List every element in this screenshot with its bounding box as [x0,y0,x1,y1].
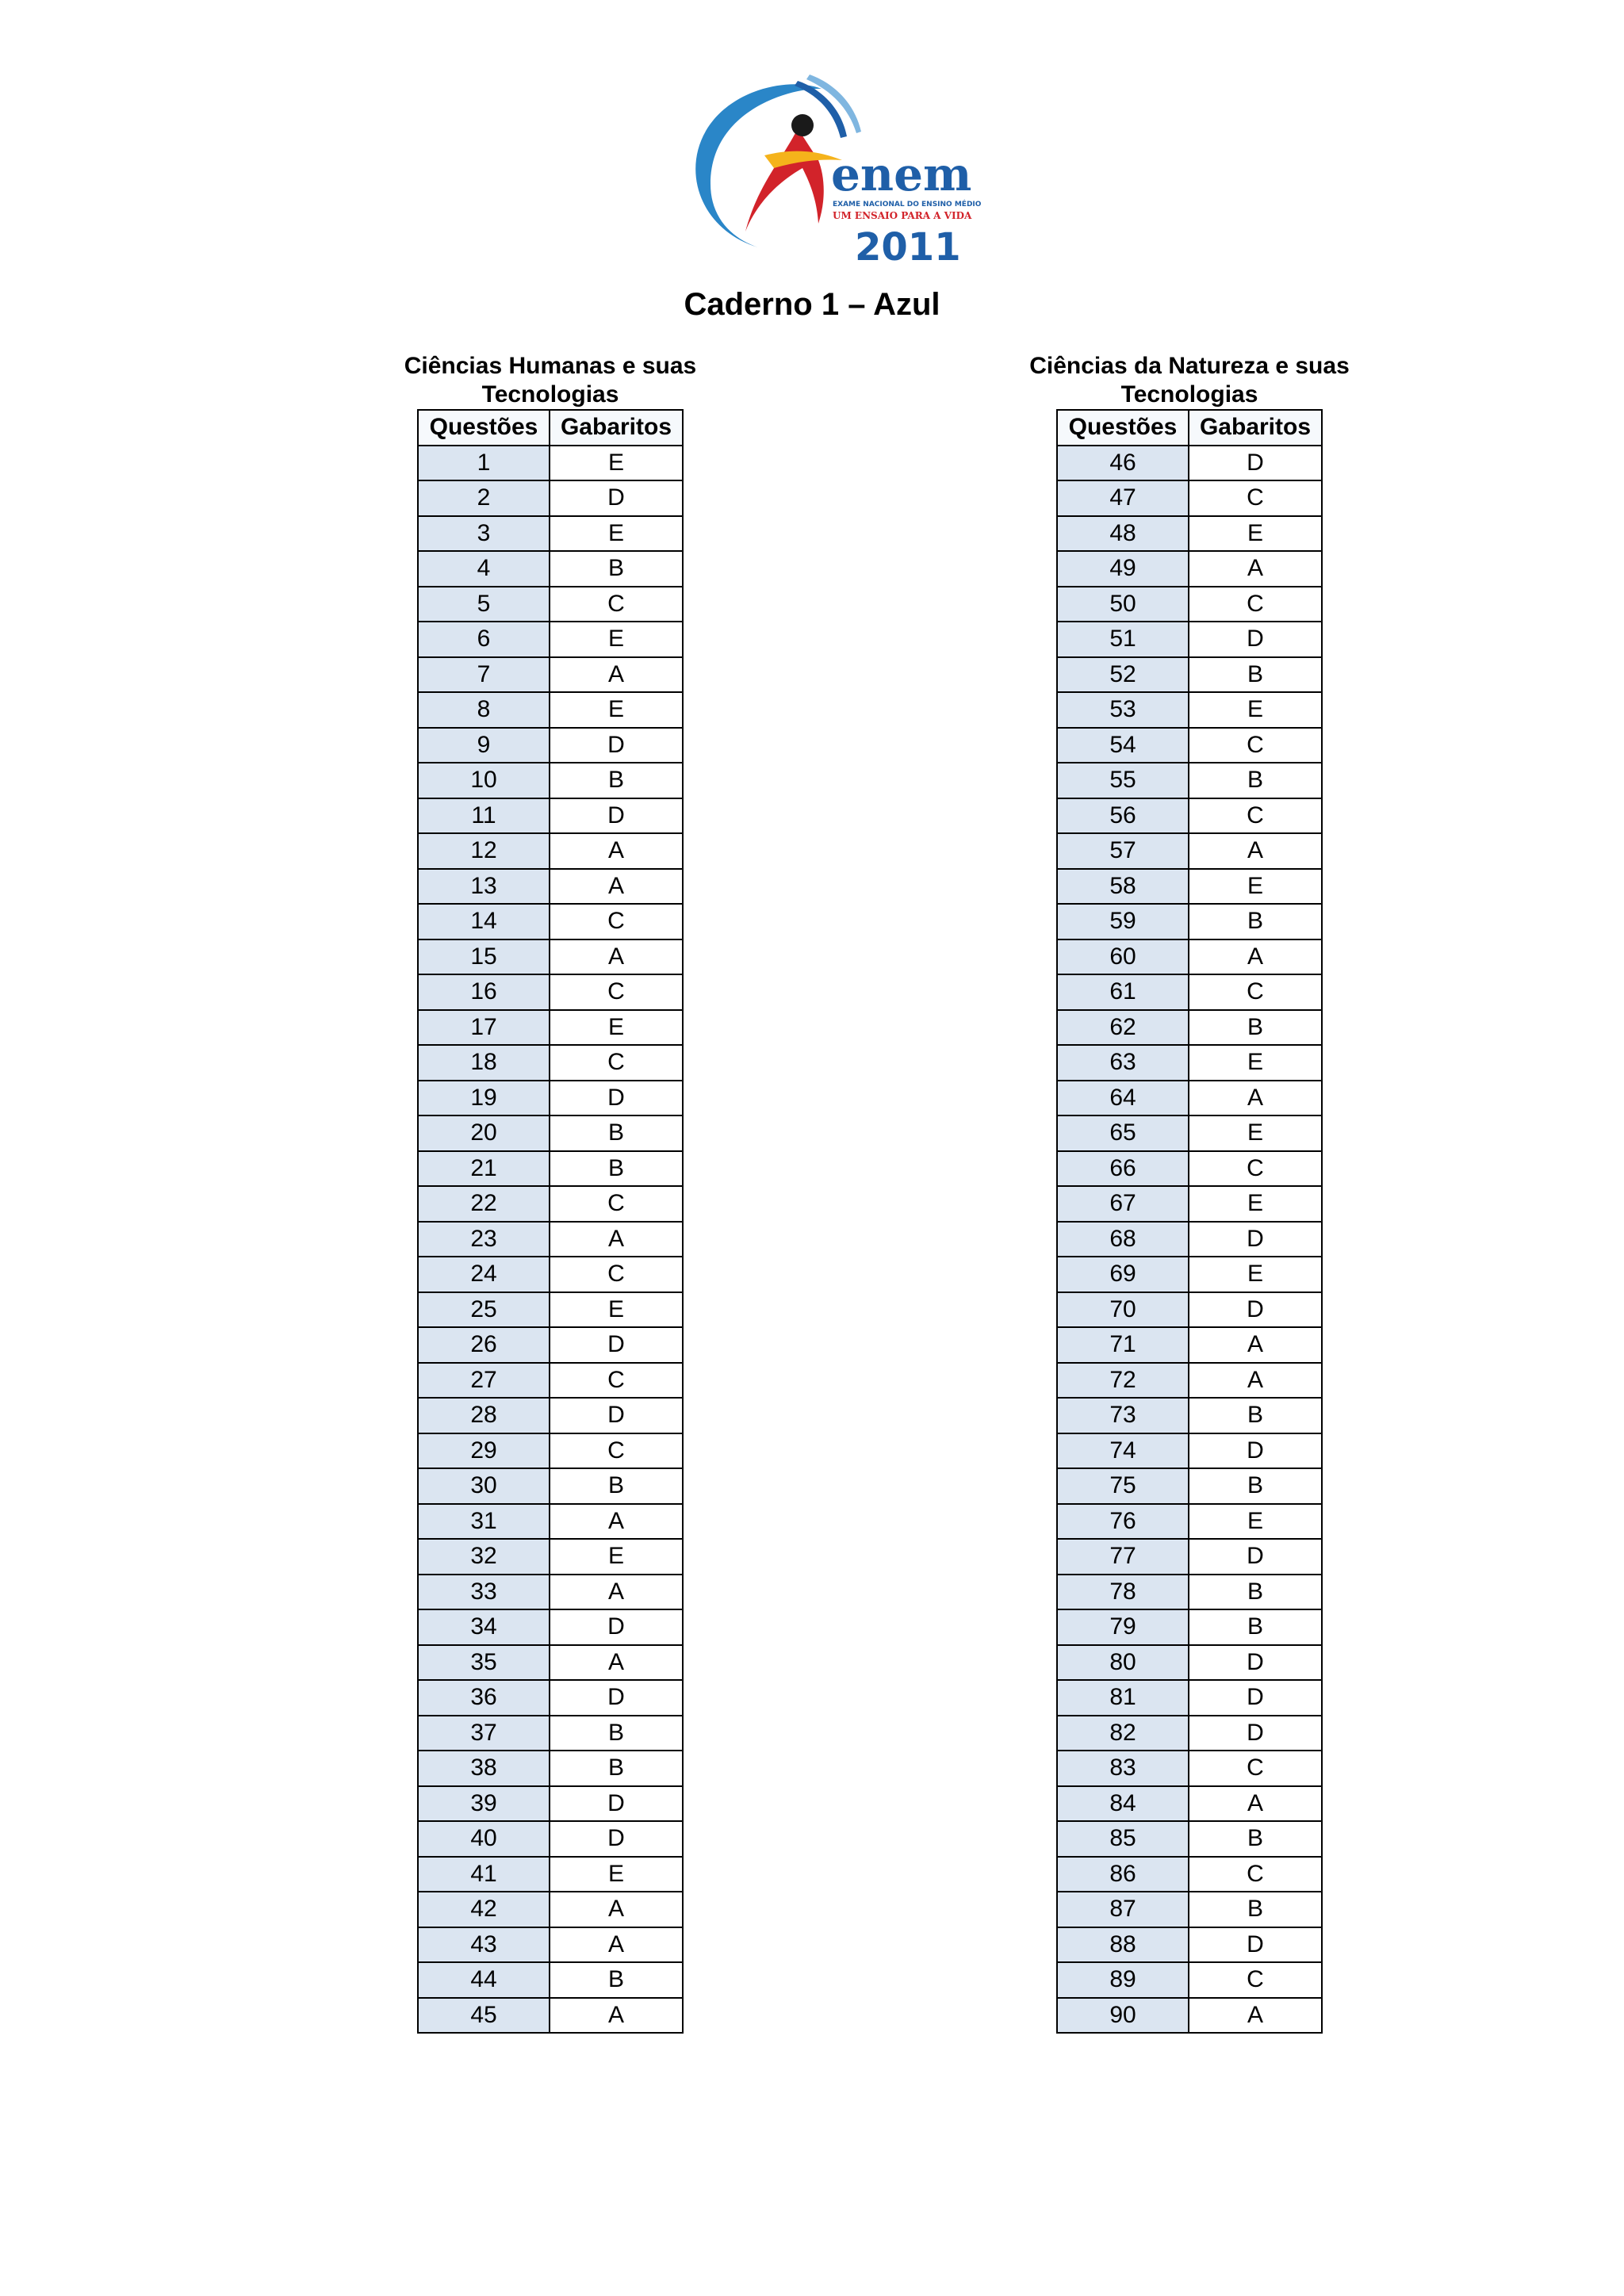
answer-letter: D [1189,1433,1322,1469]
answer-letter: C [550,1045,683,1081]
answer-letter: A [1189,1327,1322,1363]
table-row [1057,1468,1322,1504]
question-number: 42 [418,1892,550,1927]
table-row [1057,1151,1322,1187]
table-row [418,939,683,975]
table-row [1057,1892,1322,1927]
table-row [418,480,683,516]
question-number: 40 [418,1821,550,1857]
question-number: 74 [1057,1433,1189,1469]
table-row [1057,1363,1322,1399]
logo-year: 2011 [855,225,961,270]
enem-logo [663,73,996,279]
answer-letter: A [1189,833,1322,869]
answer-letter: B [1189,1892,1322,1927]
table-row [1057,1045,1322,1081]
question-number: 71 [1057,1327,1189,1363]
answer-letter: C [550,1257,683,1292]
column-header-questoes: Questões [1057,410,1189,446]
table-row [418,1504,683,1540]
answer-letter: A [550,1504,683,1540]
question-number: 20 [418,1115,550,1151]
answer-letter: D [1189,1645,1322,1681]
table-row [418,1892,683,1927]
question-number: 45 [418,1998,550,2034]
table-row [1057,1327,1322,1363]
table-row [418,1081,683,1116]
answer-letter: D [550,480,683,516]
answer-letter: D [550,1786,683,1822]
answer-letter: A [550,1645,683,1681]
answer-letter: C [1189,974,1322,1010]
answer-letter: E [550,1857,683,1892]
table-row [1057,1222,1322,1257]
answer-key-table [1056,409,1323,2034]
table-row [1057,869,1322,905]
question-number: 89 [1057,1962,1189,1998]
answer-letter: D [550,728,683,763]
answer-letter: A [1189,1998,1322,2034]
question-number: 72 [1057,1363,1189,1399]
question-number: 63 [1057,1045,1189,1081]
question-number: 53 [1057,692,1189,728]
answer-letter: B [1189,763,1322,798]
answer-letter: A [1189,1363,1322,1399]
table-row [1057,1716,1322,1751]
table-row [418,1575,683,1610]
answer-letter: D [1189,446,1322,481]
question-number: 47 [1057,480,1189,516]
question-number: 79 [1057,1609,1189,1645]
table-row [1057,763,1322,798]
answer-letter: E [1189,1045,1322,1081]
question-number: 70 [1057,1292,1189,1328]
table-row [1057,657,1322,693]
question-number: 36 [418,1680,550,1716]
table-row [418,622,683,657]
question-number: 66 [1057,1151,1189,1187]
table-row [1057,833,1322,869]
answer-letter: B [1189,1398,1322,1433]
question-number: 49 [1057,551,1189,587]
table-row [418,587,683,622]
table-row [418,1151,683,1187]
table-row [418,1539,683,1575]
table-row [1057,1786,1322,1822]
answer-letter: E [1189,869,1322,905]
answer-letter: C [550,974,683,1010]
answer-key-table [417,409,684,2034]
answer-letter: E [1189,516,1322,552]
table-row [418,833,683,869]
question-number: 25 [418,1292,550,1328]
table-row [418,1645,683,1681]
question-number: 54 [1057,728,1189,763]
answer-letter: E [550,622,683,657]
answer-letter: A [550,1998,683,2034]
table-row [418,763,683,798]
answer-letter: D [550,1081,683,1116]
question-number: 56 [1057,798,1189,834]
question-number: 48 [1057,516,1189,552]
question-number: 88 [1057,1927,1189,1963]
question-number: 34 [418,1609,550,1645]
question-number: 18 [418,1045,550,1081]
table-row [418,692,683,728]
table-row [418,974,683,1010]
question-number: 68 [1057,1222,1189,1257]
table-row [1057,1292,1322,1328]
table-row [1057,1433,1322,1469]
answer-letter: C [1189,1857,1322,1892]
answer-letter: C [550,1433,683,1469]
question-number: 90 [1057,1998,1189,2034]
answer-letter: C [1189,1751,1322,1786]
answer-letter: C [1189,728,1322,763]
question-number: 51 [1057,622,1189,657]
question-number: 62 [1057,1010,1189,1046]
question-number: 7 [418,657,550,693]
table-row [1057,1081,1322,1116]
answer-letter: A [550,1575,683,1610]
answer-letter: D [550,798,683,834]
section-ciencias-natureza [1015,352,1364,2034]
table-row [418,1257,683,1292]
question-number: 38 [418,1751,550,1786]
answer-letter: C [1189,1962,1322,1998]
answer-letter: B [550,1468,683,1504]
question-number: 85 [1057,1821,1189,1857]
answer-letter: A [550,1927,683,1963]
question-number: 43 [418,1927,550,1963]
question-number: 12 [418,833,550,869]
answer-letter: B [1189,1468,1322,1504]
question-number: 15 [418,939,550,975]
table-row [1057,1751,1322,1786]
question-number: 55 [1057,763,1189,798]
table-row [1057,1504,1322,1540]
question-number: 78 [1057,1575,1189,1610]
answer-letter: B [550,551,683,587]
answer-letter: D [1189,1927,1322,1963]
question-number: 75 [1057,1468,1189,1504]
table-row [418,1010,683,1046]
question-number: 35 [418,1645,550,1681]
answer-letter: D [1189,1680,1322,1716]
table-row [1057,1010,1322,1046]
question-number: 29 [418,1433,550,1469]
answer-letter: E [550,692,683,728]
answer-letter: B [1189,1609,1322,1645]
question-number: 1 [418,446,550,481]
table-row [418,1962,683,1998]
table-row [1057,974,1322,1010]
column-header-gabaritos: Gabaritos [550,410,683,446]
answer-letter: E [550,446,683,481]
table-row [1057,551,1322,587]
table-row [1057,728,1322,763]
answer-letter: C [550,1363,683,1399]
question-number: 11 [418,798,550,834]
question-number: 10 [418,763,550,798]
question-number: 24 [418,1257,550,1292]
answer-letter: D [550,1609,683,1645]
question-number: 76 [1057,1504,1189,1540]
table-row [1057,446,1322,481]
question-number: 67 [1057,1186,1189,1222]
table-row [418,1857,683,1892]
table-row [418,1716,683,1751]
column-header-gabaritos: Gabaritos [1189,410,1322,446]
answer-letter: C [1189,587,1322,622]
table-row [418,1468,683,1504]
answer-letter: E [1189,1115,1322,1151]
table-row [418,728,683,763]
answer-letter: C [550,904,683,939]
answer-letter: C [1189,798,1322,834]
question-number: 77 [1057,1539,1189,1575]
table-header-row [418,410,683,446]
table-row [418,446,683,481]
section-title: Ciências da Natureza e suas Tecnologias [1029,353,1350,408]
table-row [418,1045,683,1081]
answer-letter: D [1189,1292,1322,1328]
table-row [1057,1962,1322,1998]
answer-letter: E [1189,692,1322,728]
table-row [1057,1927,1322,1963]
answer-letter: A [1189,551,1322,587]
table-row [418,516,683,552]
table-header-row [1057,410,1322,446]
table-row [1057,480,1322,516]
section-title: Ciências Humanas e suas Tecnologias [404,353,697,408]
table-row [418,1327,683,1363]
answer-letter: B [550,1716,683,1751]
answer-letter: E [1189,1186,1322,1222]
table-row [1057,1645,1322,1681]
answer-letter: D [1189,1222,1322,1257]
table-row [418,1363,683,1399]
answer-letter: E [550,1010,683,1046]
question-number: 21 [418,1151,550,1187]
question-number: 33 [418,1575,550,1610]
table-row [418,551,683,587]
question-number: 50 [1057,587,1189,622]
question-number: 65 [1057,1115,1189,1151]
question-number: 57 [1057,833,1189,869]
section-ciencias-humanas [376,352,725,2034]
answer-letter: E [550,1539,683,1575]
question-number: 69 [1057,1257,1189,1292]
table-row [1057,1575,1322,1610]
table-row [1057,1398,1322,1433]
answer-letter: A [1189,1786,1322,1822]
answer-letter: C [550,1186,683,1222]
question-number: 81 [1057,1680,1189,1716]
answer-letter: A [550,1222,683,1257]
question-number: 16 [418,974,550,1010]
question-number: 3 [418,516,550,552]
question-number: 82 [1057,1716,1189,1751]
table-row [1057,939,1322,975]
answer-letter: B [1189,657,1322,693]
answer-letter: C [550,587,683,622]
answer-letter: B [550,1751,683,1786]
question-number: 19 [418,1081,550,1116]
table-row [1057,1186,1322,1222]
question-number: 17 [418,1010,550,1046]
table-row [1057,1821,1322,1857]
question-number: 6 [418,622,550,657]
question-number: 58 [1057,869,1189,905]
page-title: Caderno 1 – Azul [684,287,940,322]
table-row [418,904,683,939]
answer-letter: A [1189,1081,1322,1116]
answer-letter: B [1189,904,1322,939]
question-number: 28 [418,1398,550,1433]
table-row [1057,1857,1322,1892]
question-number: 26 [418,1327,550,1363]
question-number: 9 [418,728,550,763]
table-row [418,1786,683,1822]
answer-letter: C [1189,480,1322,516]
table-row [1057,1680,1322,1716]
table-row [418,1680,683,1716]
answer-letter: C [1189,1151,1322,1187]
question-number: 13 [418,869,550,905]
table-row [1057,1115,1322,1151]
answer-letter: B [1189,1010,1322,1046]
question-number: 52 [1057,657,1189,693]
question-number: 87 [1057,1892,1189,1927]
question-number: 22 [418,1186,550,1222]
question-number: 4 [418,551,550,587]
table-row [1057,798,1322,834]
answer-letter: A [1189,939,1322,975]
question-number: 84 [1057,1786,1189,1822]
table-row [418,1609,683,1645]
question-number: 37 [418,1716,550,1751]
table-row [418,1927,683,1963]
table-row [418,1751,683,1786]
table-row [418,1222,683,1257]
logo-word: enem [831,147,972,201]
answer-letter: D [550,1327,683,1363]
answer-letter: A [550,939,683,975]
logo-subtitle: EXAME NACIONAL DO ENSINO MÉDIO [833,201,982,209]
question-number: 31 [418,1504,550,1540]
answer-letter: B [550,1962,683,1998]
table-row [418,657,683,693]
table-row [1057,1539,1322,1575]
question-number: 44 [418,1962,550,1998]
question-number: 39 [418,1786,550,1822]
table-row [418,1398,683,1433]
table-row [1057,587,1322,622]
question-number: 73 [1057,1398,1189,1433]
question-number: 61 [1057,974,1189,1010]
table-row [418,1821,683,1857]
question-number: 41 [418,1857,550,1892]
answer-letter: D [1189,1539,1322,1575]
table-row [1057,1257,1322,1292]
question-number: 46 [1057,446,1189,481]
answer-letter: A [550,657,683,693]
answer-letter: B [1189,1575,1322,1610]
table-row [1057,1998,1322,2034]
question-number: 80 [1057,1645,1189,1681]
answer-letter: D [1189,1716,1322,1751]
answer-letter: A [550,869,683,905]
answer-letter: B [1189,1821,1322,1857]
question-number: 8 [418,692,550,728]
question-number: 27 [418,1363,550,1399]
table-row [418,798,683,834]
column-header-questoes: Questões [418,410,550,446]
table-row [418,1292,683,1328]
answer-letter: D [550,1821,683,1857]
table-row [1057,692,1322,728]
answer-letter: B [550,1151,683,1187]
answer-letter: D [550,1398,683,1433]
table-row [1057,622,1322,657]
table-row [418,869,683,905]
question-number: 59 [1057,904,1189,939]
answer-letter: B [550,763,683,798]
answer-letter: E [1189,1504,1322,1540]
question-number: 5 [418,587,550,622]
question-number: 83 [1057,1751,1189,1786]
question-number: 30 [418,1468,550,1504]
table-row [1057,1609,1322,1645]
question-number: 86 [1057,1857,1189,1892]
question-number: 14 [418,904,550,939]
table-row [418,1998,683,2034]
question-number: 60 [1057,939,1189,975]
table-row [1057,516,1322,552]
table-row [418,1115,683,1151]
question-number: 64 [1057,1081,1189,1116]
answer-letter: E [550,516,683,552]
table-row [418,1186,683,1222]
answer-letter: D [1189,622,1322,657]
question-number: 23 [418,1222,550,1257]
table-row [418,1433,683,1469]
question-number: 32 [418,1539,550,1575]
answer-letter: A [550,1892,683,1927]
answer-letter: A [550,833,683,869]
answer-letter: E [1189,1257,1322,1292]
answer-letter: D [550,1680,683,1716]
answer-letter: B [550,1115,683,1151]
logo-slogan: UM ENSAIO PARA A VIDA [833,210,972,221]
table-row [1057,904,1322,939]
answer-letter: E [550,1292,683,1328]
question-number: 2 [418,480,550,516]
